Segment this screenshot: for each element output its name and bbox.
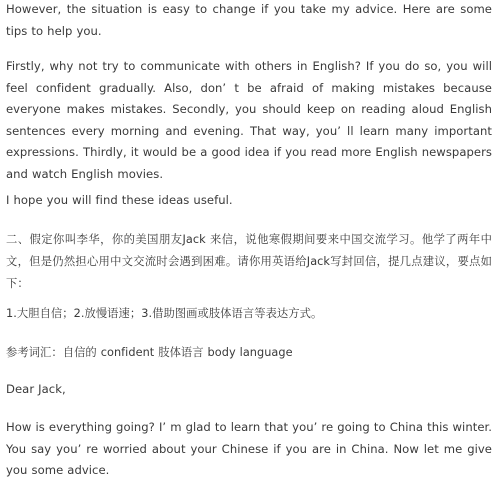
paragraph-tips: Firstly, why not try to communicate with others in English? If you do so, you will feel confident gradually. Also, don’ t be afraid of making mistakes because everyone makes mistakes. Secondly, you should keep on reading aloud English sentences every morning and evening. That way, you’ ll learn many important expressions. Thirdly, it would be a good idea if you read more English newspapers and watch English movies. <box>6 59 492 181</box>
paragraph-key-points: 1.大胆自信；2.放慢语速；3.借助图画或肢体语言等表达方式。 <box>6 307 323 320</box>
next-line-cut-off <box>0 493 500 499</box>
paragraph-letter-opening: How is everything going? I’ m glad to learn that you’ re going to China this winter. You say you’ re worried about your Chinese if you are in China. Now let me give you some advice. <box>6 420 492 477</box>
paragraph-vocabulary: 参考词汇：自信的 confident 肢体语言 body language <box>6 346 293 359</box>
letter-salutation: Dear Jack, <box>6 382 66 396</box>
paragraph-advice-intro: However, the situation is easy to change if you take my advice. Here are some tips to help you. <box>6 2 492 38</box>
paragraph-task-prompt: 二、假定你叫李华，你的美国朋友Jack 来信，说他寒假期间要来中国交流学习。他学了两年中文，但是仍然担心用中文交流时会遇到困难。请你用英语给Jack写封回信，提几点建议，要点如下： <box>6 233 492 290</box>
paragraph-closing-hope: I hope you will find these ideas useful. <box>6 193 233 207</box>
